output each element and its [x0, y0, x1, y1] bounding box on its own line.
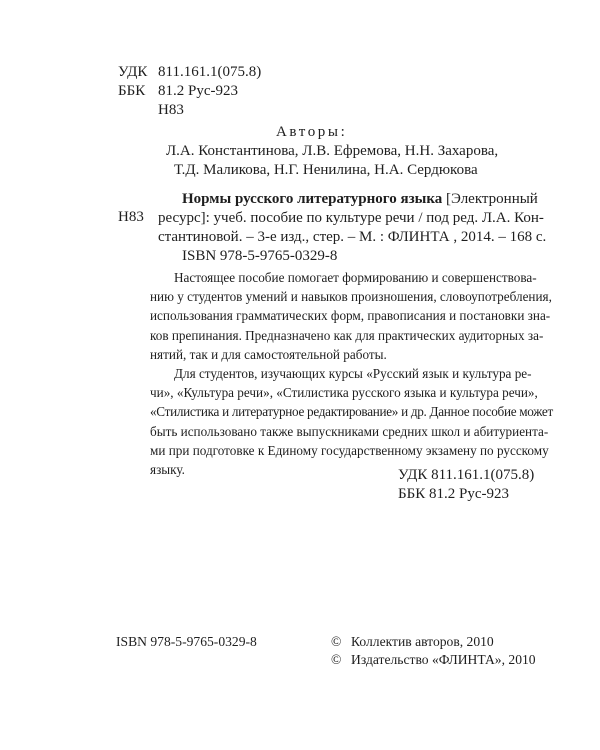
bib-author-mark: Н83: [118, 209, 144, 225]
bbk-value: 81.2 Рус-923: [158, 83, 238, 99]
abstract-line: нятий, так и для самостоятельной работы.: [150, 346, 387, 362]
abstract-line: Для студентов, изучающих курсы «Русский язык и культура ре-: [174, 366, 532, 381]
udk-code: УДК: [118, 64, 148, 80]
udk-row-top: [118, 63, 261, 82]
copyright-text: Коллектив авторов, 2010: [351, 634, 494, 649]
copyright-text: Издательство «ФЛИНТА», 2010: [351, 652, 536, 667]
abstract-paragraph-1: [150, 268, 552, 364]
copyright-symbol: ©: [331, 652, 342, 667]
abstract-line: использования грамматических форм, правописания и постановки зна-: [150, 308, 551, 324]
abstract-line: нию у студентов умений и навыков произношения, словоупотребления,: [150, 289, 552, 305]
abstract-line: ми при подготовке к Единому государственному экзамену по русскому: [150, 442, 549, 458]
bbk-code: ББК: [118, 83, 146, 99]
book-title: Нормы русского литературного языка: [182, 191, 443, 207]
author-mark-value: Н83: [158, 102, 184, 118]
copyright-publisher: [331, 650, 536, 669]
bbk-bottom: ББК 81.2 Рус-923: [398, 486, 509, 502]
abstract-line: «Стилистика и литературное редактирование» и др. Данное пособие может: [150, 404, 553, 420]
author-mark-row-top: [118, 101, 184, 120]
udk-value: 811.161.1(075.8): [158, 64, 262, 80]
authors-line-2: Т.Д. Маликова, Н.Г. Ненилина, Н.А. Сердюкова: [174, 162, 478, 178]
abstract-line: быть использовано также выпускниками средних школ и абитуриента-: [150, 423, 549, 439]
bib-isbn: ISBN 978-5-9765-0329-8: [182, 248, 338, 264]
bib-title-line: [182, 190, 538, 209]
abstract-paragraph-2: [150, 364, 553, 479]
bib-line-2: ресурс]: учеб. пособие по культуре речи / под ред. Л.А. Кон-: [158, 210, 544, 226]
udk-bottom: УДК 811.161.1(075.8): [398, 467, 535, 483]
footer-isbn: ISBN 978-5-9765-0329-8: [116, 634, 257, 649]
authors-line-1: Л.А. Константинова, Л.В. Ефремова, Н.Н. Захарова,: [166, 143, 499, 159]
abstract-line: чи», «Культура речи», «Стилистика русского языка и культура речи»,: [150, 385, 538, 401]
bbk-row-top: [118, 82, 238, 101]
abstract-line: Настоящее пособие помогает формированию и совершенствова-: [174, 270, 537, 285]
abstract-line: языку.: [150, 462, 185, 478]
authors-heading: Авторы:: [276, 124, 348, 140]
bib-title-rest: [Электронный: [442, 191, 538, 207]
copyright-symbol: ©: [331, 634, 342, 649]
abstract-line: ков препинания. Предназначено как для практических аудиторных за-: [150, 327, 544, 343]
copyright-authors: [331, 632, 494, 651]
bib-line-3: стантиновой. – 3-е изд., стер. – М. : ФЛИНТА , 2014. – 168 с.: [158, 229, 547, 245]
